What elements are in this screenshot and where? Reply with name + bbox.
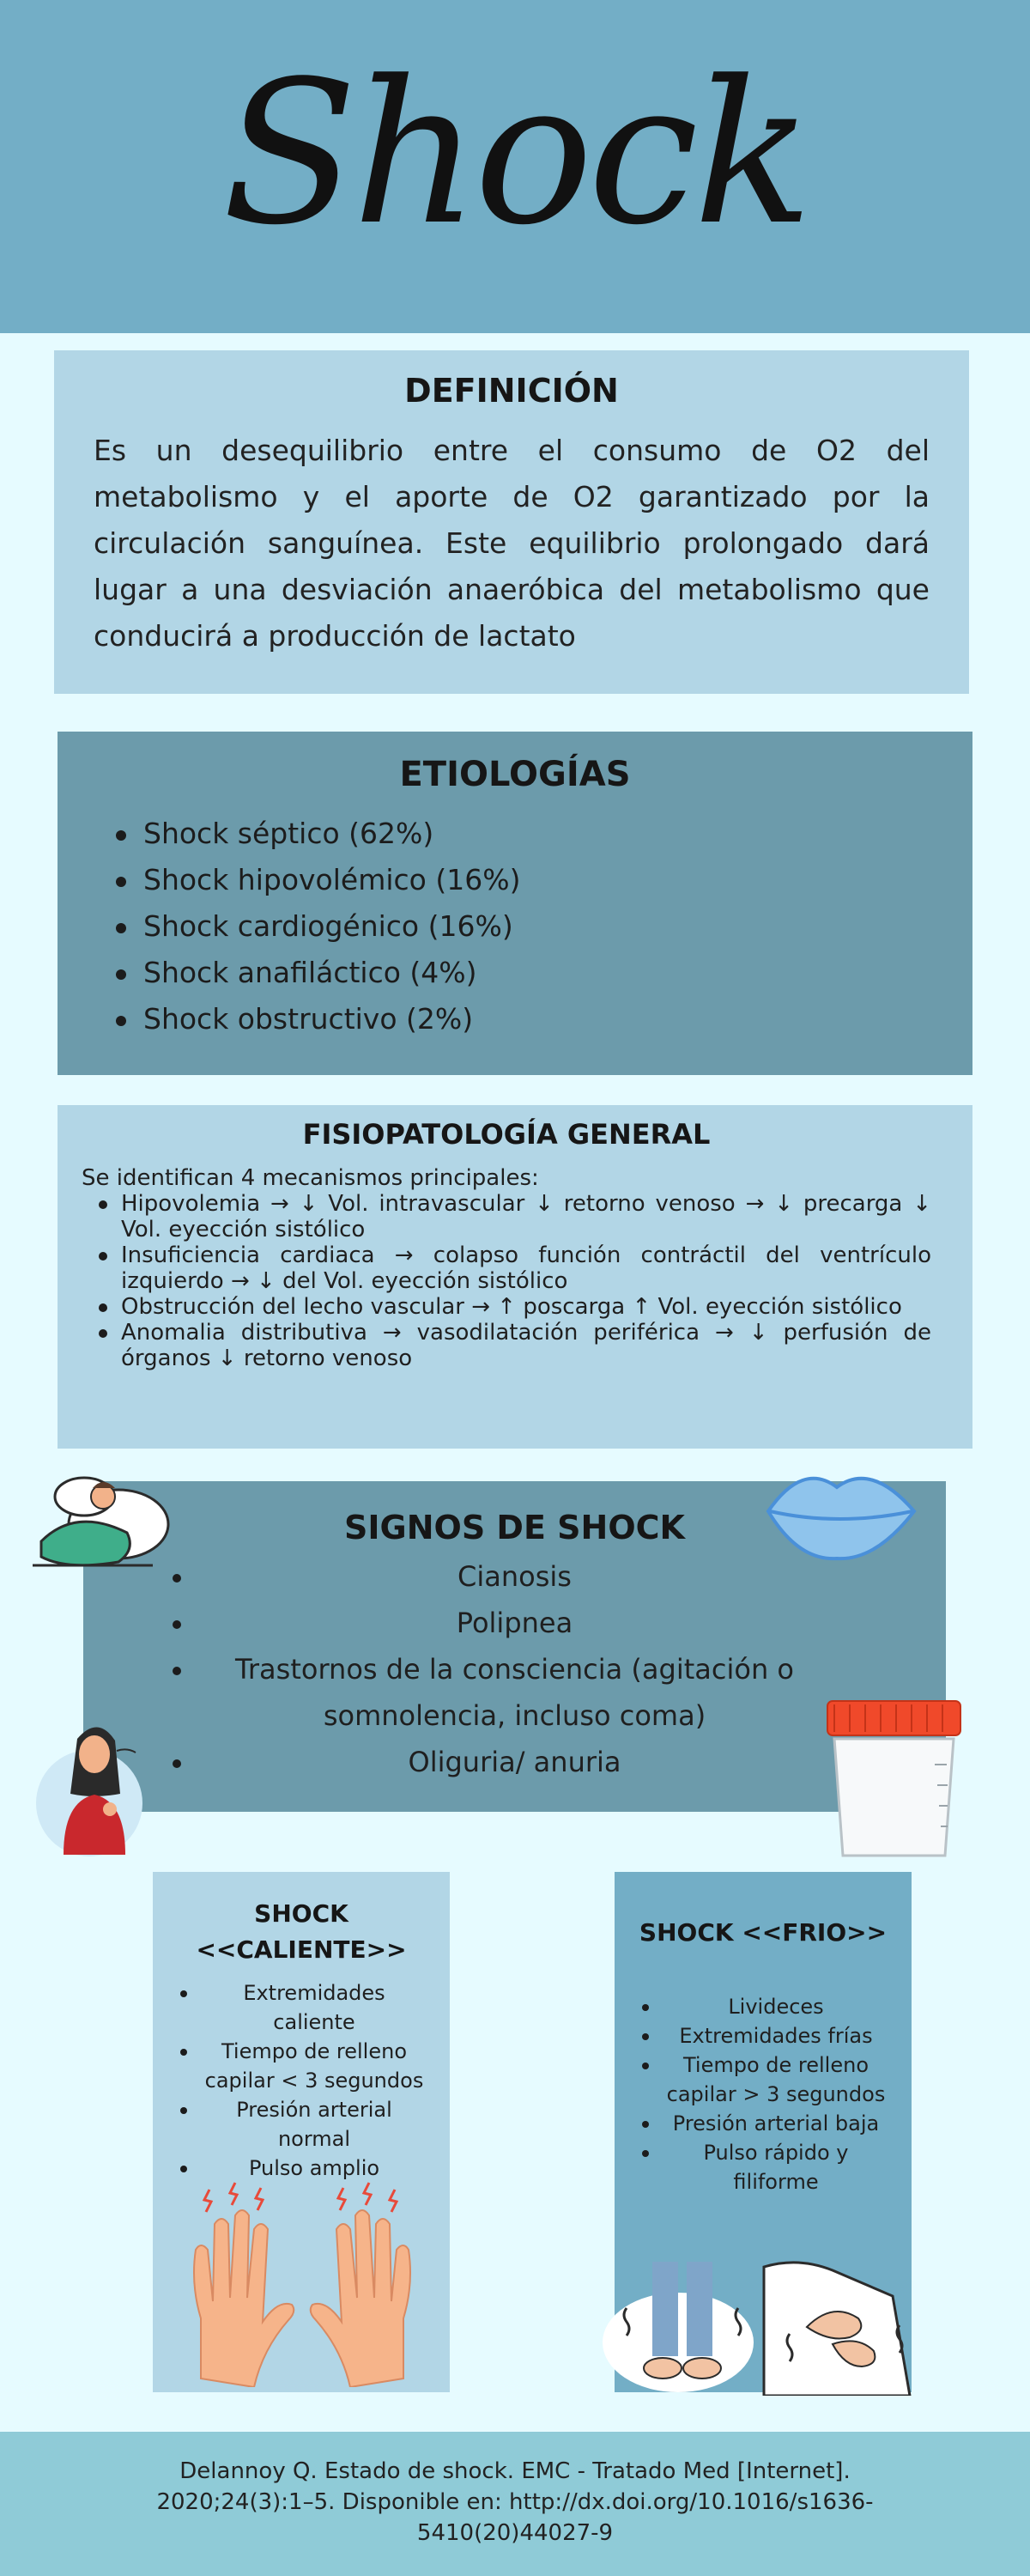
urine-cup-icon — [819, 1696, 969, 1863]
warm-shock-heading: SHOCK <<CALIENTE>> — [196, 1899, 407, 1964]
cold-feet-hands-icon — [601, 2258, 927, 2396]
woman-breathing-icon — [31, 1713, 160, 1859]
list-item: Anomalia distributiva → vasodilatación periférica → ↓ perfusión de órganos ↓ retorno venoso — [121, 1320, 931, 1371]
definition-heading: DEFINICIÓN — [404, 372, 619, 410]
list-item: Insuficiencia cardiaca → colapso función contráctil del ventrículo izquierdo → ↓ del Vol. eyección sistólico — [121, 1242, 931, 1294]
cold-shock-heading: SHOCK <<FRIO>> — [639, 1918, 888, 1947]
warm-hands-icon — [175, 2181, 429, 2387]
warm-shock-list — [173, 1978, 429, 2183]
list-item: Trastornos de la consciencia (agitación o somnolencia, incluso coma) — [118, 1646, 912, 1739]
list-item: Shock anafiláctico (4%) — [143, 950, 921, 996]
list-item: Shock obstructivo (2%) — [143, 996, 921, 1042]
header-banner — [0, 0, 1030, 333]
reference-text: Delannoy Q. Estado de shock. EMC - Tratado Med [Internet]. 2020;24(3):1–5. Disponible en: http://dx.doi.org/10.1016/s1636-5410(20)44027-9 — [156, 2458, 874, 2546]
list-item: Polipnea — [118, 1600, 912, 1646]
definition-section — [54, 350, 969, 694]
list-item: Extremidades frías — [661, 2021, 891, 2050]
pathophysiology-heading: FISIOPATOLOGÍA GENERAL — [302, 1118, 711, 1151]
pathophysiology-list — [82, 1191, 931, 1371]
etiology-list — [109, 811, 921, 1042]
list-item: Shock séptico (62%) — [143, 811, 921, 857]
pathophysiology-section — [58, 1105, 972, 1449]
list-item: Oliguria/ anuria — [118, 1739, 912, 1785]
list-item: Pulso rápido y filiforme — [661, 2138, 891, 2196]
cold-shock-list — [635, 1992, 891, 2196]
etiology-heading: ETIOLOGÍAS — [399, 755, 631, 794]
list-item: Obstrucción del lecho vascular → ↑ poscarga ↑ Vol. eyección sistólico — [121, 1294, 931, 1320]
warm-shock-section — [153, 1872, 450, 2392]
signs-list — [118, 1553, 912, 1785]
list-item: Pulso amplio — [199, 2154, 429, 2183]
signs-heading: SIGNOS DE SHOCK — [344, 1509, 685, 1546]
definition-text: Es un desequilibrio entre el consumo de O2 del metabolismo y el aporte de O2 garantizado por la circulación sanguínea. Este equilibrio prolongado dará lugar a una desviación anaeróbica del metabolismo que conducirá a producción de lactato — [94, 434, 930, 653]
list-item: Hipovolemia → ↓ Vol. intravascular ↓ retorno venoso → ↓ precarga ↓ Vol. eyección sistólico — [121, 1191, 931, 1242]
lips-icon — [760, 1460, 923, 1567]
list-item: Shock hipovolémico (16%) — [143, 857, 921, 903]
list-item: Presión arterial normal — [199, 2095, 429, 2154]
list-item: Extremidades caliente — [199, 1978, 429, 2037]
list-item: Presión arterial baja — [661, 2109, 891, 2138]
list-item: Tiempo de relleno capilar < 3 segundos — [199, 2037, 429, 2095]
pathophysiology-intro: Se identifican 4 mecanismos principales: — [82, 1165, 539, 1191]
page-title: Shock — [221, 39, 809, 269]
list-item: Shock cardiogénico (16%) — [143, 903, 921, 950]
list-item: Cianosis — [118, 1553, 912, 1600]
etiology-section — [58, 732, 972, 1075]
patient-in-bed-icon — [24, 1464, 170, 1584]
reference-footer — [0, 2432, 1030, 2576]
list-item: Livideces — [661, 1992, 891, 2021]
list-item: Tiempo de relleno capilar > 3 segundos — [661, 2050, 891, 2109]
